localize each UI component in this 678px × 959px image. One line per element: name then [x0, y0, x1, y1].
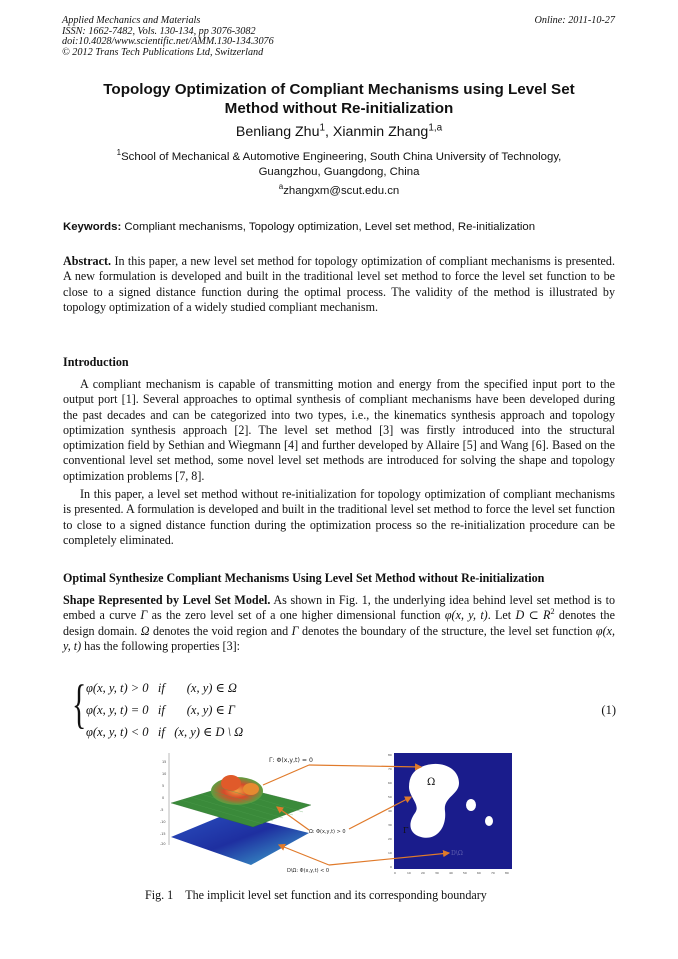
solid-hole	[466, 799, 476, 811]
copyright-line: © 2012 Trans Tech Publications Ltd, Switzerland	[62, 46, 264, 58]
affiliation-line-1: School of Mechanical & Automotive Engineering, South China University of Technology,	[121, 151, 562, 163]
text-span: Let	[495, 608, 512, 623]
keywords-label: Keywords:	[63, 221, 122, 233]
caption-text: The implicit level set function and its corresponding boundary	[185, 888, 487, 902]
axis-tick: 40	[388, 809, 392, 813]
section-heading-optimal-synthesis: Optimal Synthesize Compliant Mechanisms Using Level Set Method without Re-initialization	[63, 571, 545, 585]
arrow-zero-level-left	[263, 765, 309, 785]
subsection-label: Shape Represented by Level Set Model.	[63, 593, 271, 607]
figure-caption	[145, 888, 487, 903]
gamma-symbol: Γ	[140, 608, 148, 623]
axis-tick: 0	[394, 871, 396, 875]
equation-row-2: φ(x, y, t) = 0 if (x, y) ∈ Γ	[86, 703, 236, 717]
gamma-symbol: Γ	[291, 623, 299, 638]
shape-paragraph: Shape Represented by Level Set Model. As shown in Fig. 1, the underlying idea behind level set method is to embed a curve Γ as the zero level set of a one higher dimensional function φ(x, y, t). Let D ⊂ $R^2$ denotes the design domain. Ω denotes the void region and Γ denotes the boundary of the structure, the level set function φ(x, y, t) has the following properties [3]:	[63, 593, 615, 653]
axis-tick: -15	[160, 832, 166, 836]
equation-row-3: φ(x, y, t) < 0 if (x, y) ∈ D \ Ω	[86, 725, 244, 739]
axis-tick: 20	[421, 871, 425, 875]
title-line-2: Method without Re-initialization	[224, 100, 454, 117]
issn-line: ISSN: 1662-7482, Vols. 130-134, pp 3076-3082	[62, 25, 256, 37]
omega-label: Ω	[427, 777, 436, 788]
affiliation-sup: 1	[116, 148, 122, 158]
peak-top	[243, 783, 259, 795]
axis-tick: 30	[388, 823, 392, 827]
author-name: Xianmin Zhang	[332, 124, 429, 140]
axis-tick: 50	[388, 795, 392, 799]
axis-tick: 20	[388, 837, 392, 841]
author-name: Benliang Zhu	[235, 124, 320, 140]
intro-paragraph-2: In this paper, a level set method without re-initialization for topology optimization of compliant mechanisms is presented. A formulation is developed and built in the traditional level set method to force the level set function to close to a signed distance function during the optimization process so the re-initialization procedure can be completely eliminated.	[63, 487, 615, 547]
caption-label: Fig. 1	[145, 888, 174, 902]
axis-tick: 15	[162, 760, 167, 764]
keywords-text: Compliant mechanisms, Topology optimization, Level set method, Re-initialization	[124, 221, 536, 233]
abstract	[63, 254, 615, 315]
doi-line: doi:10.4028/www.scientific.net/AMM.130-134.3076	[62, 36, 274, 47]
text-span: denotes the boundary of the structure, the level set function	[302, 623, 593, 638]
email-address[interactable]: zhangxm@scut.edu.cn	[283, 185, 400, 197]
affiliation	[80, 150, 598, 180]
axis-tick: 10	[388, 851, 392, 855]
text-span: as the zero level set of a one higher dimensional function	[151, 608, 441, 623]
text-span: As shown in Fig. 1, the underlying idea behind level set method is to embed a curve	[63, 593, 615, 623]
axis-tick: 0	[390, 865, 392, 869]
abstract-text: In this paper, a new level set method for topology optimization of compliant mechanisms is presented. A new formulation is developed and built in the traditional level set method to force the level set function to be close to a signed distance function during the optimal process. The validity of the method is illustrated by topology optimization of a widely studied compliant mechanism.	[63, 254, 615, 314]
label-negative: D\Ω: Φ(x,y,t) < 0	[287, 868, 330, 874]
phi-symbol: φ(x, y, t)	[63, 623, 615, 653]
label-positive: Ω: Φ(x,y,t) > 0	[309, 829, 346, 835]
text-span: denotes the design domain.	[63, 608, 615, 638]
journal-name: Applied Mechanics and Materials	[62, 15, 201, 26]
arrow-negative-left	[279, 845, 329, 865]
intro-paragraph-1: A compliant mechanism is capable of transmitting motion and energy from the specified input port to the output port [1]. Several approaches to optimal synthesis of compliant mechanisms have been developed during the past decades and can be categorized into two types, i.e., the kinematics synthesis approach and topology optimization synthesis approach [2]. The level set method [3] was firstly introduced into the structural optimization field by Sethian and Wiegmann [4] and further developed by Allaire [5] and Wang [6]. Based on the conventional level set method, some novel level set methods are introduced for solving the shape and topology optimization problems [7, 8].	[63, 377, 615, 483]
solid-hole	[485, 816, 493, 826]
section-heading-introduction: Introduction	[63, 355, 129, 369]
axis-tick: -10	[160, 820, 166, 824]
peak-top	[221, 775, 241, 791]
equation-row-1: φ(x, y, t) > 0 if (x, y) ∈ Ω	[86, 681, 237, 695]
axis-tick: 5	[162, 784, 165, 788]
author-list: Benliang Zhu$^1$, Xianmin Zhang$^{1,a}$	[235, 122, 443, 140]
text-span: denotes the void region and	[152, 623, 289, 638]
figure-1	[159, 745, 521, 875]
omega-symbol: Ω	[140, 623, 150, 638]
equation-number: (1)	[601, 703, 616, 717]
axis-tick: 10	[162, 772, 167, 776]
title-line-1: Topology Optimization of Compliant Mechanisms using Level Set	[103, 81, 575, 98]
axis-tick: 80	[505, 871, 509, 875]
keywords	[63, 221, 618, 233]
axis-tick: 60	[477, 871, 481, 875]
affiliation-line-2: Guangzhou, Guangdong, China	[258, 166, 420, 178]
gamma-label: Γ	[403, 826, 409, 835]
author-sup: 1,a	[428, 122, 443, 134]
axis-tick: -5	[160, 808, 164, 812]
axis-tick: 40	[449, 871, 453, 875]
journal-header	[62, 16, 274, 58]
abstract-label: Abstract.	[63, 254, 112, 268]
paper-title	[60, 80, 618, 118]
equation-1	[72, 674, 620, 740]
online-date: Online: 2011-10-27	[534, 15, 615, 26]
text-span: has the following properties [3]:	[84, 638, 241, 653]
label-zero-level: Γ: Φ(x,y,t) = 0	[269, 757, 313, 764]
axis-tick: 50	[463, 871, 467, 875]
axis-tick: 30	[435, 871, 439, 875]
email[interactable]	[60, 182, 618, 197]
axis-tick: 70	[388, 767, 392, 771]
author-sup: 1	[319, 122, 325, 134]
equation-brace: {	[72, 674, 87, 734]
domain-symbol: D ⊂ R	[515, 608, 551, 623]
axis-tick: -20	[160, 842, 166, 846]
email-sup: a	[278, 182, 284, 192]
axis-tick: 0	[162, 796, 165, 800]
axis-tick: 70	[491, 871, 495, 875]
axis-tick: 80	[388, 753, 392, 757]
phi-symbol: φ(x, y, t)	[444, 608, 488, 623]
axis-tick: 10	[407, 871, 411, 875]
void-label: D\Ω	[451, 850, 463, 857]
axis-tick: 60	[388, 781, 392, 785]
